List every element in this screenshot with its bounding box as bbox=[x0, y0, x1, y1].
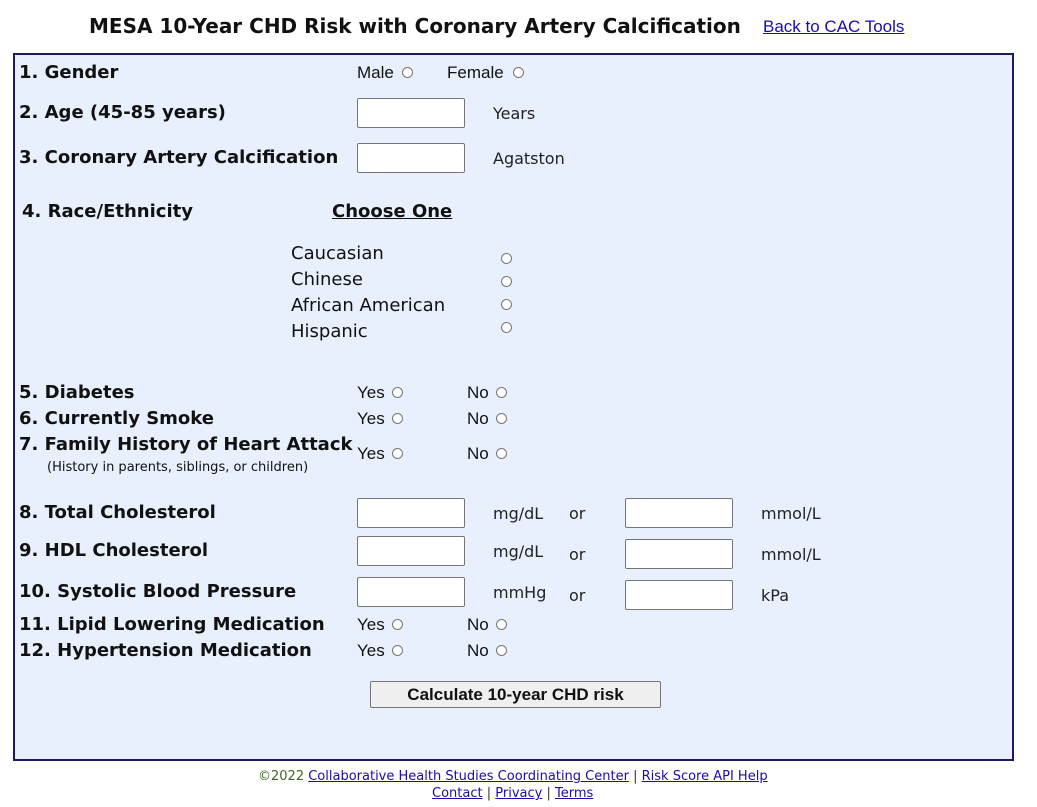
cac-input[interactable] bbox=[357, 143, 465, 173]
footer-separator: | bbox=[546, 786, 551, 801]
race-choose-one-heading: Choose One bbox=[332, 201, 453, 222]
smoke-yes-label: Yes bbox=[357, 409, 385, 428]
total-cholesterol-mgdl-input[interactable] bbox=[357, 498, 465, 528]
age-input[interactable] bbox=[357, 98, 465, 128]
smoke-yes-radio[interactable] bbox=[392, 413, 403, 424]
page-title: MESA 10-Year CHD Risk with Coronary Artery Calcification bbox=[89, 14, 741, 38]
gender-female-label: Female bbox=[447, 63, 504, 82]
race-caucasian-radio[interactable] bbox=[501, 253, 512, 264]
family-yes-label: Yes bbox=[357, 444, 385, 463]
or-text: or bbox=[569, 545, 586, 564]
race-option-label: African American bbox=[291, 295, 446, 316]
gender-male-label: Male bbox=[357, 63, 394, 82]
htn-yes-radio[interactable] bbox=[392, 645, 403, 656]
calculate-button[interactable]: Calculate 10-year CHD risk bbox=[370, 681, 661, 708]
terms-link[interactable]: Terms bbox=[555, 786, 594, 801]
race-option-label: Caucasian bbox=[291, 243, 384, 264]
total-cholesterol-unit-mgdl: mg/dL bbox=[493, 504, 544, 523]
hdl-mgdl-input[interactable] bbox=[357, 536, 465, 566]
diabetes-no-label: No bbox=[467, 383, 489, 402]
diabetes-yes-label: Yes bbox=[357, 383, 385, 402]
sbp-kpa-input[interactable] bbox=[625, 580, 733, 610]
race-option-label: Chinese bbox=[291, 269, 363, 290]
org-link[interactable]: Collaborative Health Studies Coordinating Center bbox=[308, 769, 629, 784]
race-hispanic-radio[interactable] bbox=[501, 322, 512, 333]
hdl-unit-mmol: mmol/L bbox=[761, 545, 821, 564]
cac-unit: Agatston bbox=[493, 149, 565, 168]
smoke-label: 6. Currently Smoke bbox=[19, 408, 214, 429]
family-history-note: (History in parents, siblings, or children) bbox=[47, 460, 309, 475]
gender-female-radio[interactable] bbox=[513, 67, 524, 78]
total-cholesterol-mmol-input[interactable] bbox=[625, 498, 733, 528]
htn-yes-label: Yes bbox=[357, 641, 385, 660]
diabetes-yes-radio[interactable] bbox=[392, 387, 403, 398]
gender-label: 1. Gender bbox=[19, 62, 119, 83]
footer-line-1 bbox=[258, 769, 768, 784]
back-to-cac-tools-link[interactable]: Back to CAC Tools bbox=[763, 17, 905, 36]
footer-separator: | bbox=[486, 786, 492, 801]
footer-line-2 bbox=[432, 786, 593, 801]
family-history-label: 7. Family History of Heart Attack bbox=[19, 434, 353, 455]
family-yes-radio[interactable] bbox=[392, 448, 403, 459]
race-option-label: Hispanic bbox=[291, 321, 368, 342]
race-african-american-radio[interactable] bbox=[501, 299, 512, 310]
diabetes-label: 5. Diabetes bbox=[19, 382, 135, 403]
smoke-no-radio[interactable] bbox=[496, 413, 507, 424]
api-help-link[interactable]: Risk Score API Help bbox=[641, 769, 768, 784]
age-unit: Years bbox=[493, 104, 536, 123]
hdl-label: 9. HDL Cholesterol bbox=[19, 540, 209, 561]
htn-no-label: No bbox=[467, 641, 489, 660]
hypertension-medication-label: 12. Hypertension Medication bbox=[19, 640, 312, 661]
sbp-mmhg-input[interactable] bbox=[357, 577, 465, 607]
hdl-mmol-input[interactable] bbox=[625, 539, 733, 569]
or-text: or bbox=[569, 504, 586, 523]
copyright-text: ©2022 bbox=[258, 769, 305, 784]
age-label: 2. Age (45-85 years) bbox=[19, 102, 226, 123]
or-text: or bbox=[569, 586, 586, 605]
sbp-label: 10. Systolic Blood Pressure bbox=[19, 581, 297, 602]
lipid-medication-label: 11. Lipid Lowering Medication bbox=[19, 614, 325, 635]
footer-separator: | bbox=[633, 769, 638, 784]
lipid-no-label: No bbox=[467, 615, 489, 634]
race-label: 4. Race/Ethnicity bbox=[22, 201, 193, 222]
cac-label: 3. Coronary Artery Calcification bbox=[19, 147, 339, 168]
family-no-label: No bbox=[467, 444, 489, 463]
total-cholesterol-unit-mmol: mmol/L bbox=[761, 504, 821, 523]
diabetes-no-radio[interactable] bbox=[496, 387, 507, 398]
contact-link[interactable]: Contact bbox=[432, 786, 483, 801]
sbp-unit-mmhg: mmHg bbox=[493, 583, 547, 602]
privacy-link[interactable]: Privacy bbox=[495, 786, 543, 801]
gender-male-radio[interactable] bbox=[402, 67, 413, 78]
hdl-unit-mgdl: mg/dL bbox=[493, 542, 544, 561]
lipid-no-radio[interactable] bbox=[496, 619, 507, 630]
lipid-yes-label: Yes bbox=[357, 615, 385, 634]
total-cholesterol-label: 8. Total Cholesterol bbox=[19, 502, 216, 523]
lipid-yes-radio[interactable] bbox=[392, 619, 403, 630]
race-chinese-radio[interactable] bbox=[501, 276, 512, 287]
htn-no-radio[interactable] bbox=[496, 645, 507, 656]
smoke-no-label: No bbox=[467, 409, 489, 428]
sbp-unit-kpa: kPa bbox=[761, 586, 789, 605]
family-no-radio[interactable] bbox=[496, 448, 507, 459]
